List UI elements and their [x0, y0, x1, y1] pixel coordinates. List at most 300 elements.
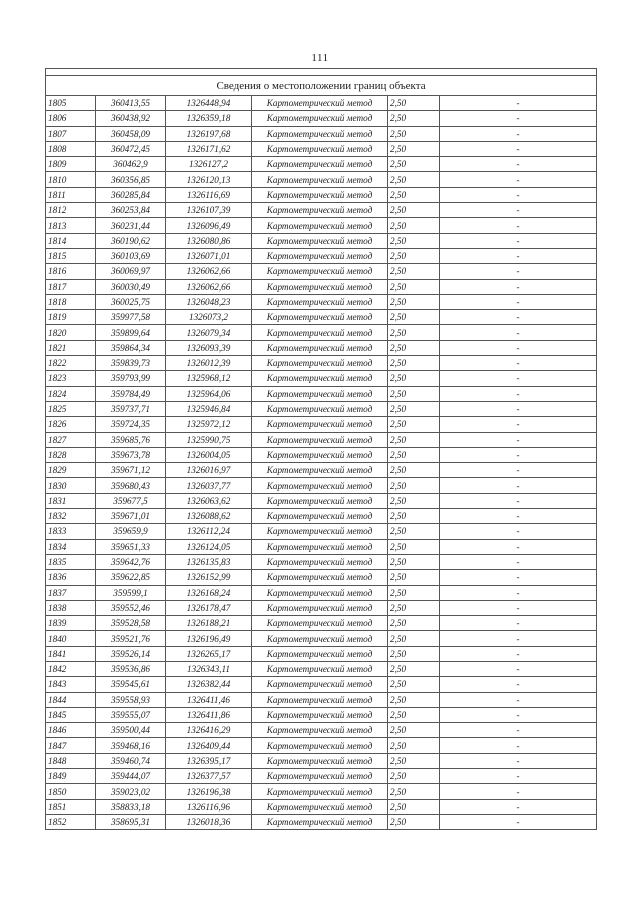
precision-cell: 2,50	[388, 294, 440, 309]
y-coordinate-cell: 1326188,21	[166, 616, 252, 631]
precision-cell: 2,50	[388, 248, 440, 263]
point-number-cell: 1826	[46, 417, 96, 432]
x-coordinate-cell: 359642,76	[96, 554, 166, 569]
x-coordinate-cell: 359555,07	[96, 707, 166, 722]
precision-cell: 2,50	[388, 111, 440, 126]
precision-cell: 2,50	[388, 509, 440, 524]
precision-cell: 2,50	[388, 753, 440, 768]
point-number-cell: 1848	[46, 753, 96, 768]
method-cell: Картометрический метод	[252, 631, 388, 646]
point-number-cell: 1805	[46, 96, 96, 111]
x-coordinate-cell: 359521,76	[96, 631, 166, 646]
x-coordinate-cell: 358695,31	[96, 814, 166, 829]
x-coordinate-cell: 359545,61	[96, 677, 166, 692]
x-coordinate-cell: 360413,55	[96, 96, 166, 111]
description-cell: -	[440, 723, 597, 738]
point-number-cell: 1817	[46, 279, 96, 294]
y-coordinate-cell: 1325972,12	[166, 417, 252, 432]
x-coordinate-cell: 360190,62	[96, 233, 166, 248]
method-cell: Картометрический метод	[252, 325, 388, 340]
table-row	[46, 96, 597, 111]
x-coordinate-cell: 359651,33	[96, 539, 166, 554]
y-coordinate-cell: 1326377,57	[166, 769, 252, 784]
method-cell: Картометрический метод	[252, 524, 388, 539]
description-cell: -	[440, 96, 597, 111]
y-coordinate-cell: 1326096,49	[166, 218, 252, 233]
x-coordinate-cell: 359599,1	[96, 585, 166, 600]
y-coordinate-cell: 1326107,39	[166, 203, 252, 218]
method-cell: Картометрический метод	[252, 386, 388, 401]
description-cell: -	[440, 218, 597, 233]
point-number-cell: 1852	[46, 814, 96, 829]
y-coordinate-cell: 1326088,62	[166, 509, 252, 524]
x-coordinate-cell: 359444,07	[96, 769, 166, 784]
point-number-cell: 1806	[46, 111, 96, 126]
precision-cell: 2,50	[388, 478, 440, 493]
precision-cell: 2,50	[388, 723, 440, 738]
description-cell: -	[440, 141, 597, 156]
precision-cell: 2,50	[388, 524, 440, 539]
point-number-cell: 1821	[46, 340, 96, 355]
x-coordinate-cell: 360472,45	[96, 141, 166, 156]
table-row	[46, 478, 597, 493]
y-coordinate-cell: 1325968,12	[166, 371, 252, 386]
method-cell: Картометрический метод	[252, 753, 388, 768]
x-coordinate-cell: 359864,34	[96, 340, 166, 355]
description-cell: -	[440, 707, 597, 722]
table-row	[46, 233, 597, 248]
method-cell: Картометрический метод	[252, 677, 388, 692]
point-number-cell: 1851	[46, 799, 96, 814]
precision-cell: 2,50	[388, 203, 440, 218]
method-cell: Картометрический метод	[252, 96, 388, 111]
description-cell: -	[440, 340, 597, 355]
table-row	[46, 692, 597, 707]
point-number-cell: 1850	[46, 784, 96, 799]
x-coordinate-cell: 359622,85	[96, 570, 166, 585]
description-cell: -	[440, 463, 597, 478]
table-row	[46, 386, 597, 401]
description-cell: -	[440, 616, 597, 631]
description-cell: -	[440, 325, 597, 340]
table-row	[46, 310, 597, 325]
point-number-cell: 1820	[46, 325, 96, 340]
table-row	[46, 600, 597, 615]
method-cell: Картометрический метод	[252, 661, 388, 676]
method-cell: Картометрический метод	[252, 401, 388, 416]
y-coordinate-cell: 1326382,44	[166, 677, 252, 692]
description-cell: -	[440, 631, 597, 646]
point-number-cell: 1839	[46, 616, 96, 631]
y-coordinate-cell: 1326120,13	[166, 172, 252, 187]
x-coordinate-cell: 360030,49	[96, 279, 166, 294]
method-cell: Картометрический метод	[252, 554, 388, 569]
description-cell: -	[440, 111, 597, 126]
point-number-cell: 1823	[46, 371, 96, 386]
x-coordinate-cell: 360438,92	[96, 111, 166, 126]
point-number-cell: 1815	[46, 248, 96, 263]
point-number-cell: 1844	[46, 692, 96, 707]
table-row	[46, 799, 597, 814]
table-row	[46, 570, 597, 585]
point-number-cell: 1833	[46, 524, 96, 539]
method-cell: Картометрический метод	[252, 769, 388, 784]
precision-cell: 2,50	[388, 187, 440, 202]
y-coordinate-cell: 1326168,24	[166, 585, 252, 600]
method-cell: Картометрический метод	[252, 356, 388, 371]
y-coordinate-cell: 1326063,62	[166, 493, 252, 508]
precision-cell: 2,50	[388, 417, 440, 432]
table-row	[46, 769, 597, 784]
description-cell: -	[440, 661, 597, 676]
point-number-cell: 1837	[46, 585, 96, 600]
precision-cell: 2,50	[388, 310, 440, 325]
description-cell: -	[440, 814, 597, 829]
x-coordinate-cell: 360458,09	[96, 126, 166, 141]
method-cell: Картометрический метод	[252, 294, 388, 309]
x-coordinate-cell: 359671,01	[96, 509, 166, 524]
x-coordinate-cell: 359737,71	[96, 401, 166, 416]
y-coordinate-cell: 1326116,96	[166, 799, 252, 814]
precision-cell: 2,50	[388, 554, 440, 569]
point-number-cell: 1830	[46, 478, 96, 493]
y-coordinate-cell: 1326112,24	[166, 524, 252, 539]
method-cell: Картометрический метод	[252, 585, 388, 600]
precision-cell: 2,50	[388, 432, 440, 447]
description-cell: -	[440, 753, 597, 768]
point-number-cell: 1828	[46, 447, 96, 462]
table-row	[46, 753, 597, 768]
y-coordinate-cell: 1326004,05	[166, 447, 252, 462]
table-row	[46, 141, 597, 156]
table-row	[46, 356, 597, 371]
table-row	[46, 325, 597, 340]
x-coordinate-cell: 359528,58	[96, 616, 166, 631]
precision-cell: 2,50	[388, 539, 440, 554]
x-coordinate-cell: 359784,49	[96, 386, 166, 401]
method-cell: Картометрический метод	[252, 432, 388, 447]
method-cell: Картометрический метод	[252, 187, 388, 202]
y-coordinate-cell: 1326124,05	[166, 539, 252, 554]
precision-cell: 2,50	[388, 141, 440, 156]
method-cell: Картометрический метод	[252, 692, 388, 707]
precision-cell: 2,50	[388, 356, 440, 371]
point-number-cell: 1840	[46, 631, 96, 646]
y-coordinate-cell: 1326018,36	[166, 814, 252, 829]
method-cell: Картометрический метод	[252, 646, 388, 661]
point-number-cell: 1849	[46, 769, 96, 784]
point-number-cell: 1827	[46, 432, 96, 447]
method-cell: Картометрический метод	[252, 509, 388, 524]
table-title-row	[46, 76, 597, 96]
x-coordinate-cell: 360231,44	[96, 218, 166, 233]
y-coordinate-cell: 1326012,39	[166, 356, 252, 371]
description-cell: -	[440, 799, 597, 814]
point-number-cell: 1835	[46, 554, 96, 569]
point-number-cell: 1814	[46, 233, 96, 248]
method-cell: Картометрический метод	[252, 126, 388, 141]
description-cell: -	[440, 784, 597, 799]
description-cell: -	[440, 677, 597, 692]
point-number-cell: 1845	[46, 707, 96, 722]
method-cell: Картометрический метод	[252, 203, 388, 218]
y-coordinate-cell: 1326411,46	[166, 692, 252, 707]
table-row	[46, 264, 597, 279]
table-row	[46, 371, 597, 386]
x-coordinate-cell: 360253,84	[96, 203, 166, 218]
table-row	[46, 738, 597, 753]
description-cell: -	[440, 126, 597, 141]
y-coordinate-cell: 1326359,18	[166, 111, 252, 126]
y-coordinate-cell: 1326071,01	[166, 248, 252, 263]
y-coordinate-cell: 1325964,06	[166, 386, 252, 401]
description-cell: -	[440, 692, 597, 707]
point-number-cell: 1811	[46, 187, 96, 202]
point-number-cell: 1831	[46, 493, 96, 508]
description-cell: -	[440, 769, 597, 784]
precision-cell: 2,50	[388, 126, 440, 141]
method-cell: Картометрический метод	[252, 279, 388, 294]
y-coordinate-cell: 1326016,97	[166, 463, 252, 478]
table-row	[46, 707, 597, 722]
description-cell: -	[440, 279, 597, 294]
x-coordinate-cell: 359977,58	[96, 310, 166, 325]
y-coordinate-cell: 1326062,66	[166, 279, 252, 294]
description-cell: -	[440, 570, 597, 585]
x-coordinate-cell: 359536,86	[96, 661, 166, 676]
method-cell: Картометрический метод	[252, 478, 388, 493]
precision-cell: 2,50	[388, 692, 440, 707]
precision-cell: 2,50	[388, 616, 440, 631]
method-cell: Картометрический метод	[252, 463, 388, 478]
x-coordinate-cell: 359468,16	[96, 738, 166, 753]
precision-cell: 2,50	[388, 401, 440, 416]
point-number-cell: 1809	[46, 157, 96, 172]
description-cell: -	[440, 738, 597, 753]
method-cell: Картометрический метод	[252, 310, 388, 325]
table-row	[46, 585, 597, 600]
description-cell: -	[440, 524, 597, 539]
x-coordinate-cell: 358833,18	[96, 799, 166, 814]
y-coordinate-cell: 1326093,39	[166, 340, 252, 355]
description-cell: -	[440, 264, 597, 279]
method-cell: Картометрический метод	[252, 111, 388, 126]
description-cell: -	[440, 157, 597, 172]
description-cell: -	[440, 386, 597, 401]
x-coordinate-cell: 359659,9	[96, 524, 166, 539]
table-row	[46, 677, 597, 692]
table-row	[46, 814, 597, 829]
x-coordinate-cell: 360462,9	[96, 157, 166, 172]
method-cell: Картометрический метод	[252, 340, 388, 355]
point-number-cell: 1822	[46, 356, 96, 371]
description-cell: -	[440, 478, 597, 493]
table-row	[46, 509, 597, 524]
method-cell: Картометрический метод	[252, 616, 388, 631]
table-row	[46, 401, 597, 416]
y-coordinate-cell: 1326448,94	[166, 96, 252, 111]
x-coordinate-cell: 359460,74	[96, 753, 166, 768]
y-coordinate-cell: 1326395,17	[166, 753, 252, 768]
point-number-cell: 1829	[46, 463, 96, 478]
x-coordinate-cell: 359793,99	[96, 371, 166, 386]
method-cell: Картометрический метод	[252, 172, 388, 187]
table-row	[46, 126, 597, 141]
method-cell: Картометрический метод	[252, 707, 388, 722]
precision-cell: 2,50	[388, 784, 440, 799]
table-row	[46, 417, 597, 432]
point-number-cell: 1816	[46, 264, 96, 279]
point-number-cell: 1808	[46, 141, 96, 156]
x-coordinate-cell: 359677,5	[96, 493, 166, 508]
precision-cell: 2,50	[388, 631, 440, 646]
x-coordinate-cell: 359724,35	[96, 417, 166, 432]
description-cell: -	[440, 493, 597, 508]
description-cell: -	[440, 294, 597, 309]
table-row	[46, 524, 597, 539]
x-coordinate-cell: 359685,76	[96, 432, 166, 447]
description-cell: -	[440, 646, 597, 661]
table-row	[46, 340, 597, 355]
x-coordinate-cell: 360069,97	[96, 264, 166, 279]
point-number-cell: 1836	[46, 570, 96, 585]
description-cell: -	[440, 600, 597, 615]
y-coordinate-cell: 1326152,99	[166, 570, 252, 585]
precision-cell: 2,50	[388, 279, 440, 294]
precision-cell: 2,50	[388, 96, 440, 111]
table-row	[46, 631, 597, 646]
method-cell: Картометрический метод	[252, 371, 388, 386]
precision-cell: 2,50	[388, 646, 440, 661]
table-row	[46, 616, 597, 631]
method-cell: Картометрический метод	[252, 784, 388, 799]
method-cell: Картометрический метод	[252, 799, 388, 814]
description-cell: -	[440, 203, 597, 218]
description-cell: -	[440, 187, 597, 202]
method-cell: Картометрический метод	[252, 248, 388, 263]
table-row	[46, 157, 597, 172]
precision-cell: 2,50	[388, 218, 440, 233]
precision-cell: 2,50	[388, 172, 440, 187]
method-cell: Картометрический метод	[252, 233, 388, 248]
precision-cell: 2,50	[388, 371, 440, 386]
description-cell: -	[440, 432, 597, 447]
table-row	[46, 493, 597, 508]
method-cell: Картометрический метод	[252, 264, 388, 279]
precision-cell: 2,50	[388, 340, 440, 355]
x-coordinate-cell: 360103,69	[96, 248, 166, 263]
point-number-cell: 1832	[46, 509, 96, 524]
method-cell: Картометрический метод	[252, 141, 388, 156]
y-coordinate-cell: 1326196,38	[166, 784, 252, 799]
x-coordinate-cell: 360285,84	[96, 187, 166, 202]
y-coordinate-cell: 1326080,86	[166, 233, 252, 248]
point-number-cell: 1846	[46, 723, 96, 738]
precision-cell: 2,50	[388, 707, 440, 722]
y-coordinate-cell: 1326416,29	[166, 723, 252, 738]
precision-cell: 2,50	[388, 157, 440, 172]
y-coordinate-cell: 1326048,23	[166, 294, 252, 309]
point-number-cell: 1807	[46, 126, 96, 141]
table-row	[46, 539, 597, 554]
precision-cell: 2,50	[388, 769, 440, 784]
method-cell: Картометрический метод	[252, 600, 388, 615]
x-coordinate-cell: 359673,78	[96, 447, 166, 462]
x-coordinate-cell: 360025,75	[96, 294, 166, 309]
description-cell: -	[440, 554, 597, 569]
table-row	[46, 294, 597, 309]
precision-cell: 2,50	[388, 661, 440, 676]
precision-cell: 2,50	[388, 233, 440, 248]
method-cell: Картометрический метод	[252, 447, 388, 462]
table-row	[46, 463, 597, 478]
description-cell: -	[440, 539, 597, 554]
y-coordinate-cell: 1326127,2	[166, 157, 252, 172]
table-row	[46, 172, 597, 187]
y-coordinate-cell: 1326079,34	[166, 325, 252, 340]
method-cell: Картометрический метод	[252, 738, 388, 753]
y-coordinate-cell: 1326037,77	[166, 478, 252, 493]
boundary-coordinates-table	[45, 68, 597, 830]
table-row	[46, 554, 597, 569]
table-title: Сведения о местоположении границ объекта	[46, 76, 597, 96]
y-coordinate-cell: 1325990,75	[166, 432, 252, 447]
description-cell: -	[440, 401, 597, 416]
precision-cell: 2,50	[388, 585, 440, 600]
x-coordinate-cell: 359671,12	[96, 463, 166, 478]
x-coordinate-cell: 359500,44	[96, 723, 166, 738]
x-coordinate-cell: 359552,46	[96, 600, 166, 615]
table-row	[46, 661, 597, 676]
y-coordinate-cell: 1325946,84	[166, 401, 252, 416]
y-coordinate-cell: 1326196,49	[166, 631, 252, 646]
precision-cell: 2,50	[388, 814, 440, 829]
point-number-cell: 1838	[46, 600, 96, 615]
description-cell: -	[440, 447, 597, 462]
precision-cell: 2,50	[388, 264, 440, 279]
table-row	[46, 203, 597, 218]
method-cell: Картометрический метод	[252, 570, 388, 585]
point-number-cell: 1818	[46, 294, 96, 309]
x-coordinate-cell: 359558,93	[96, 692, 166, 707]
description-cell: -	[440, 310, 597, 325]
table-top-spacer	[46, 69, 597, 76]
description-cell: -	[440, 417, 597, 432]
description-cell: -	[440, 233, 597, 248]
y-coordinate-cell: 1326265,17	[166, 646, 252, 661]
precision-cell: 2,50	[388, 493, 440, 508]
precision-cell: 2,50	[388, 738, 440, 753]
table-row	[46, 248, 597, 263]
point-number-cell: 1813	[46, 218, 96, 233]
y-coordinate-cell: 1326073,2	[166, 310, 252, 325]
x-coordinate-cell: 359839,73	[96, 356, 166, 371]
x-coordinate-cell: 360356,85	[96, 172, 166, 187]
point-number-cell: 1810	[46, 172, 96, 187]
point-number-cell: 1843	[46, 677, 96, 692]
precision-cell: 2,50	[388, 570, 440, 585]
method-cell: Картометрический метод	[252, 417, 388, 432]
y-coordinate-cell: 1326409,44	[166, 738, 252, 753]
point-number-cell: 1824	[46, 386, 96, 401]
table-row	[46, 784, 597, 799]
table-row	[46, 646, 597, 661]
table-row	[46, 447, 597, 462]
method-cell: Картометрический метод	[252, 723, 388, 738]
precision-cell: 2,50	[388, 325, 440, 340]
x-coordinate-cell: 359899,64	[96, 325, 166, 340]
point-number-cell: 1825	[46, 401, 96, 416]
